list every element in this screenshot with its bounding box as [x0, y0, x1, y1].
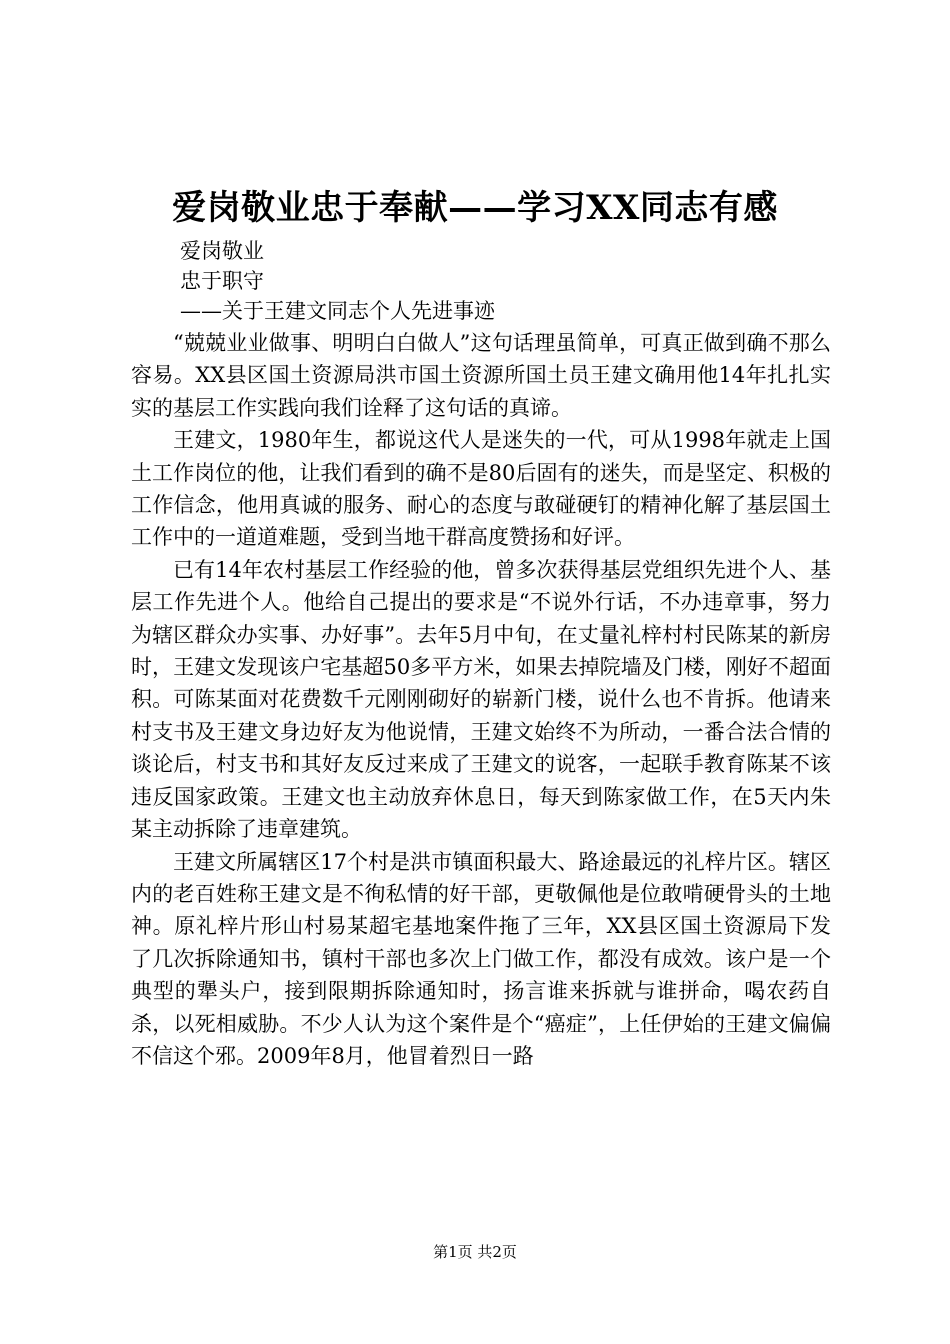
document-title: 爱岗敬业忠于奉献——学习XX同志有感 — [172, 188, 778, 228]
paragraph-2: 王建文，1980年生，都说这代人是迷失的一代，可从1998年就走上国土工作岗位的他，让我们看到的确不是80后固有的迷失，而是坚定、积极的工作信念，他用真诚的服务、耐心的态度与敢碰硬钉的精神化解了基层国土工作中的一道道难题，受到当地干群高度赞扬和好评。 — [131, 428, 831, 550]
subtitle-line-1: 爱岗敬业 — [180, 239, 264, 263]
subtitle-line-2: 忠于职守 — [180, 269, 264, 293]
paragraph-1: “兢兢业业做事、明明白白做人”这句话理虽简单，可真正做到确不那么容易。XX县区国土资源局洪市国土资源所国土员王建文确用他14年扎扎实实的基层工作实践向我们诠释了这句话的真谛。 — [131, 331, 831, 420]
page-footer: 第1页 共2页 — [433, 1243, 517, 1261]
paragraph-3: 已有14年农村基层工作经验的他，曾多次获得基层党组织先进个人、基层工作先进个人。他给自己提出的要求是“不说外行话，不办违章事，努力为辖区群众办实事、办好事”。去年5月中旬，在丈量礼梓村村民陈某的新房时，王建文发现该户宅基超50多平方米，如果去掉院墙及门楼，刚好不超面积。可陈某面对花费数千元刚刚砌好的崭新门楼，说什么也不肯拆。他请来村支书及王建文身边好友为他说情，王建文始终不为所动，一番合法合情的谈论后，村支书和其好友反过来成了王建文的说客，一起联手教育陈某不该违反国家政策。王建文也主动放弃休息日，每天到陈家做工作，在5天内朱某主动拆除了违章建筑。 — [131, 557, 831, 842]
paragraph-4: 王建文所属辖区17个村是洪市镇面积最大、路途最远的礼梓片区。辖区内的老百姓称王建文是不徇私情的好干部，更敬佩他是位敢啃硬骨头的土地神。原礼梓片形山村易某超宅基地案件拖了三年，XX县区国土资源局下发了几次拆除通知书，镇村干部也多次上门做工作，都没有成效。该户是一个典型的犟头户，接到限期拆除通知时，扬言谁来拆就与谁拼命，喝农药自杀，以死相威胁。不少人认为这个案件是个“癌症”，上任伊始的王建文偏偏不信这个邪。2009年8月，他冒着烈日一路 — [131, 849, 831, 1068]
subtitle-line-3: ——关于王建文同志个人先进事迹 — [180, 299, 495, 323]
document-body — [131, 327, 831, 1072]
